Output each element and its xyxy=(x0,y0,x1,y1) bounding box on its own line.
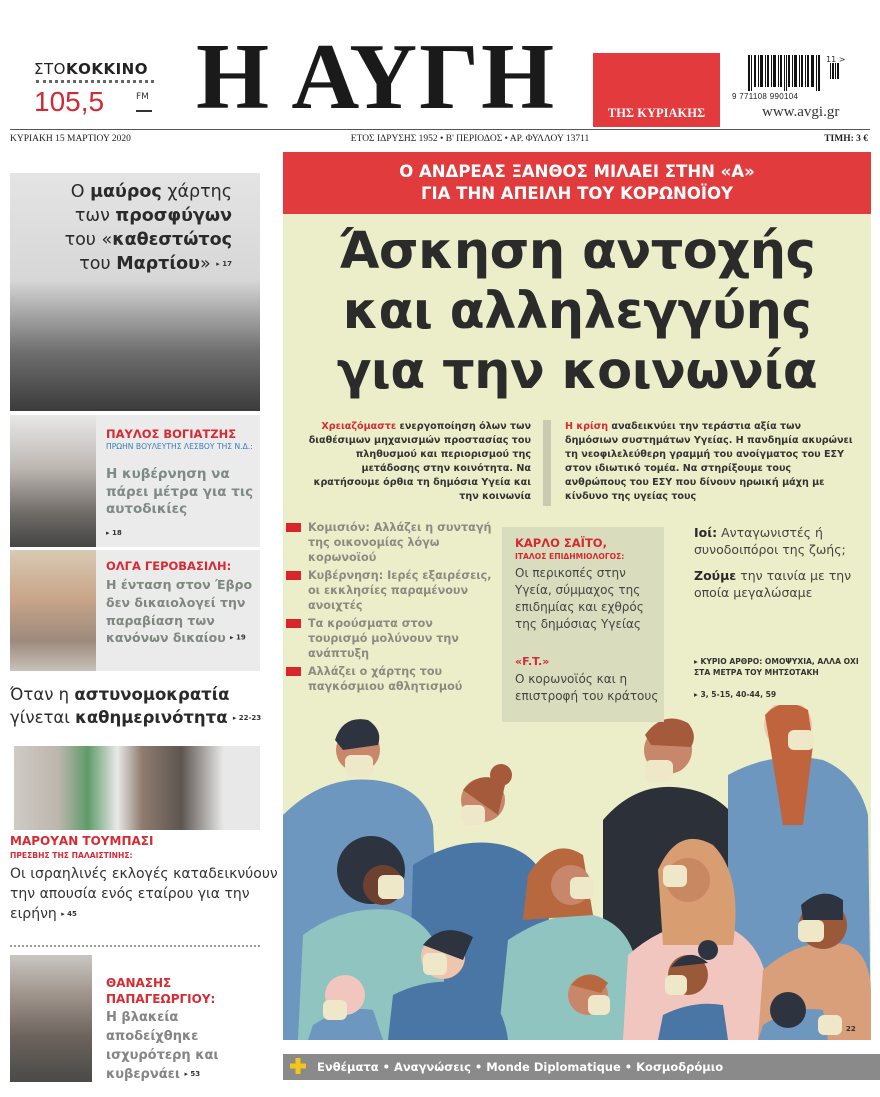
newspaper-logo: Η ΑΥΓΗ xyxy=(196,25,557,129)
radio-name-prefix: ΣΤΟ xyxy=(34,60,66,78)
quote-box-source-text: Ο κορωνοϊός και η επιστροφή του κράτους xyxy=(515,672,659,703)
vogiatzis-photo xyxy=(10,415,96,547)
teaser-bold: Ζούμε xyxy=(694,568,737,583)
bullet-text: Κυβέρνηση: Ιερές εξαιρέσεις, οι εκκλησίες παραμένουν ανοιχτές xyxy=(308,569,492,612)
bullet-text: Αλλάζει ο χάρτης του παγκόσμιου αθλητισμού xyxy=(308,665,463,693)
radio-frequency: 105,5 xyxy=(34,86,105,117)
illustration-page-ref: 22 xyxy=(846,1025,856,1033)
edition-badge xyxy=(593,53,720,127)
papageorgiou-quote[interactable] xyxy=(106,1008,266,1084)
teaser-text: την ταινία με την οποία μεγαλώσαμε xyxy=(694,568,852,600)
lead-left-highlight: Χρειαζόμαστε xyxy=(321,421,397,432)
page-ref: ▸ 22-23 xyxy=(232,714,262,722)
news-bullet[interactable] xyxy=(285,664,495,694)
gerovasili-photo xyxy=(10,550,96,671)
refugees-headline xyxy=(10,180,260,276)
papageorgiou-name: ΘΑΝΑΣΗΣ ΠΑΠΑΓΕΩΡΓΙΟΥ: xyxy=(106,976,216,1006)
lead-left-text: ενεργοποίηση όλων των διαθέσιμων μηχανισμών προστασίας του πληθυσμού και περιορισμού της μετάδοσης στην κοινότητα. Να κρατήσουμε όρθια τη δημόσια Υγεία και την κοινωνία xyxy=(308,421,531,502)
vogiatzis-quote: Η κυβέρνηση να πάρει μέτρα για τις αυτοδικίες xyxy=(106,466,254,517)
quote-box-text: Οι περικοπές στην Υγεία, σύμμαχος της επιδημίας και εχθρός της δημόσιας Υγείας xyxy=(515,566,644,631)
supplements-bar[interactable]: Ενθέματα • Αναγνώσεις • Monde Diplomatique • Κοσμοδρόμιο xyxy=(283,1054,880,1080)
masked-crowd-illustration xyxy=(283,705,871,1040)
lead-paragraph-left xyxy=(306,420,531,504)
kicker-line-2: ΓΙΑ ΤΗΝ ΑΠΕΙΛΗ ΤΟΥ ΚΟΡΩΝΟΪΟΥ xyxy=(421,184,733,203)
text: » xyxy=(200,254,211,274)
text-bold: καθημερινότητα xyxy=(75,708,228,727)
toubasi-name: ΜΑΡΟΥΑΝ ΤΟΥΜΠΑΣΙ xyxy=(10,834,154,848)
text: Όταν η xyxy=(10,685,75,704)
quote-box-name: ΚΑΡΛΟ ΣΑΪΤΟ, xyxy=(515,536,607,550)
teaser-bold: Ιοί: xyxy=(694,525,718,540)
teaser-text: Ανταγωνιστές ή συνοδοιπόροι της ζωής; xyxy=(694,525,846,557)
text-bold: μαύρος xyxy=(90,182,162,202)
barcode-number: 9 771108 990104 xyxy=(732,92,799,101)
quote-text: Η βλακεία αποδείχθηκε ισχυρότερη και κυβερνάει xyxy=(106,1010,219,1082)
quote-text: Οι ισραηλινές εκλογές καταδεικνύουν την απουσία ενός εταίρου για την ειρήνη xyxy=(10,866,278,922)
text-bold: καθεστώτος xyxy=(112,230,232,250)
news-bullet[interactable] xyxy=(285,520,495,565)
teaser-movie[interactable] xyxy=(694,567,866,601)
text-bold: αστυνομοκρατία xyxy=(74,685,230,704)
text: χάρτης xyxy=(161,182,232,202)
lead-right-text: αναδεικνύει την τεράστια αξία των δημόσιων συστημάτων Υγείας. Η πανδημία ακυρώνει τη νεοφιλελεύθερη γραμμή του ανοίγματος του ΕΣΥ στον ιδιωτικό τομέα. Να στηρίξουμε τους ανθρώπους του ΕΣΥ που δίνουν ηρωική μάχη με κίνδυνο της υγείας τους xyxy=(565,421,853,502)
red-square-icon xyxy=(286,619,301,628)
vogiatzis-role: ΠΡΩΗΝ ΒΟΥΛΕΥΤΗΣ ΛΕΣΒΟΥ ΤΗΣ Ν.Δ.: xyxy=(106,442,253,451)
headline-line-1: Άσκηση αντοχής xyxy=(338,222,816,281)
text: γίνεται xyxy=(10,708,76,727)
red-square-icon xyxy=(286,523,301,532)
radio-station-name xyxy=(34,60,148,78)
issue-info: ΕΤΟΣ ΙΔΡΥΣΗΣ 1952 • Β' ΠΕΡΙΟΔΟΣ • ΑΡ. ΦΥΛΛΟΥ 13711 xyxy=(350,134,590,144)
dotted-divider xyxy=(10,945,260,947)
teaser-viruses[interactable] xyxy=(694,524,866,558)
barcode-issue-code: 11 > xyxy=(826,55,846,64)
page-refs: ▸ 3, 5-15, 40-44, 59 xyxy=(694,690,777,699)
price: ΤΙΜΗ: 3 € xyxy=(824,134,868,144)
page-ref: ▸ 19 xyxy=(230,633,246,642)
edition-label: ΤΗΣ ΚΥΡΙΑΚΗΣ xyxy=(607,106,706,120)
headline-line-2: και αλληλεγγύης xyxy=(342,282,812,341)
radio-name-bold: ΚΟΚΚΙΝΟ xyxy=(65,60,148,78)
right-column-teasers xyxy=(694,524,866,610)
radio-dial-ticks xyxy=(36,80,154,84)
kicker-line-1: Ο ΑΝΔΡΕΑΣ ΞΑΝΘΟΣ ΜΙΛΑΕΙ ΣΤΗΝ «Α» xyxy=(399,162,755,181)
radio-band: FM xyxy=(136,92,149,102)
bullet-text: Τα κρούσματα στον τουρισμό μολύνουν την ανάπτυξη xyxy=(308,617,459,660)
text: των xyxy=(74,206,116,226)
headline-line-3: για την κοινωνία xyxy=(336,342,818,401)
red-square-icon xyxy=(286,667,301,676)
quote-text: Η ένταση στον Έβρο δεν δικαιολογεί την παραβίαση των κανόνων δικαίου xyxy=(106,577,253,646)
text-bold: προσφύγων xyxy=(115,206,232,226)
red-square-icon xyxy=(286,571,301,580)
text: του « xyxy=(64,230,113,250)
news-bullet-list xyxy=(285,520,495,697)
text-bold: Μαρτίου xyxy=(116,254,200,274)
gerovasili-name: ΟΛΓΑ ΓΕΡΟΒΑΣΙΛΗ: xyxy=(106,559,232,573)
quote-box-source: «F.T.» xyxy=(515,655,550,668)
page-ref: ▸ 17 xyxy=(216,260,232,268)
gerovasili-quote xyxy=(106,576,260,648)
page-ref: ▸ 53 xyxy=(184,1070,201,1078)
plus-icon xyxy=(290,1058,306,1074)
bullet-text: Κομισιόν: Αλλάζει η συνταγή της οικονομίας λόγω κορωνοϊού xyxy=(308,521,492,564)
masthead-divider xyxy=(10,129,870,130)
papageorgiou-photo xyxy=(10,955,92,1082)
radio-dash xyxy=(136,110,152,112)
quote-box-role: ΙΤΑΛΟΣ ΕΠΙΔΗΜΙΟΛΟΓΟΣ: xyxy=(515,552,625,561)
lead-paragraph-right xyxy=(565,420,855,504)
toubasi-quote[interactable] xyxy=(10,864,282,924)
page-ref: ▸ 45 xyxy=(61,910,77,918)
publication-date: ΚΥΡΙΑΚΗ 15 ΜΑΡΤΙΟΥ 2020 xyxy=(10,134,131,144)
news-bullet[interactable] xyxy=(285,616,495,661)
toubasi-photo[interactable] xyxy=(14,746,260,830)
main-headline[interactable] xyxy=(283,222,871,402)
text: Ο xyxy=(70,182,91,202)
lead-divider xyxy=(543,420,551,506)
news-bullet[interactable] xyxy=(285,568,495,613)
vogiatzis-page-ref: ▸ 18 xyxy=(106,529,122,537)
cover-kicker[interactable] xyxy=(283,152,871,214)
editorial-ref[interactable]: ▸ ΚΥΡΙΟ ΑΡΘΡΟ: ΟΜΟΨΥΧΙΑ, ΑΛΛΑ ΟΧΙ ΣΤΑ ΜΕΤΡΑ ΤΟΥ ΜΗΤΣΟΤΑΚΗ xyxy=(694,657,859,677)
police-headline[interactable] xyxy=(10,683,275,730)
text: του xyxy=(79,254,117,274)
toubasi-role: ΠΡΕΣΒΗΣ ΤΗΣ ΠΑΛΑΙΣΤΙΝΗΣ: xyxy=(10,851,133,860)
website-link[interactable]: www.avgi.gr xyxy=(762,104,840,120)
vogiatzis-name: ΠΑΥΛΟΣ ΒΟΓΙΑΤΖΗΣ xyxy=(106,427,237,441)
lead-right-highlight: Η κρίση xyxy=(565,421,609,432)
